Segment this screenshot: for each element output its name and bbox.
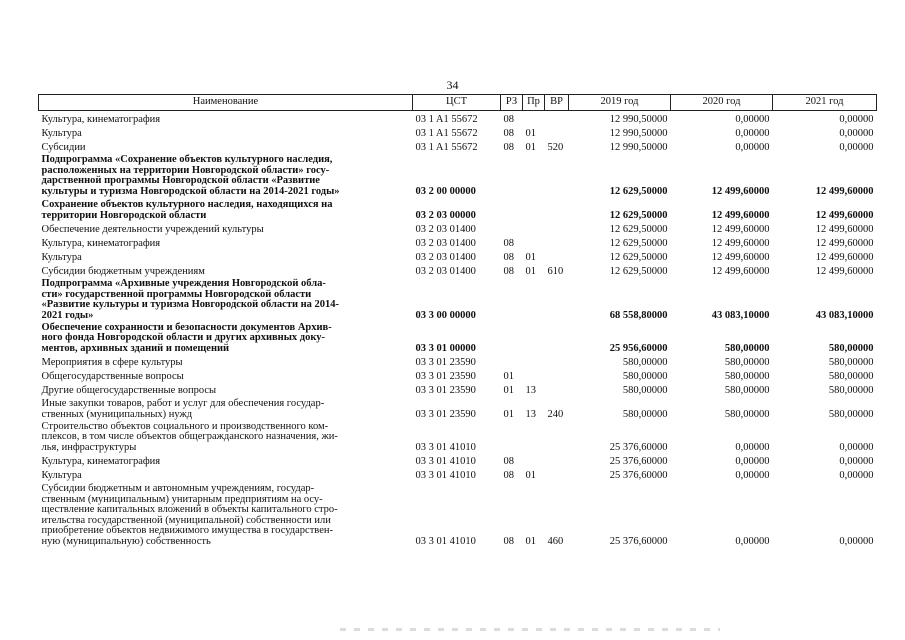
cell-name-line: культуры и туризма Новгородской области на 2014-2021 годы» [41,185,340,197]
cell-y2019: 25 376,60000 [609,441,668,453]
cell-rz: 08 [503,127,514,139]
table-row [39,153,877,197]
cell-vr [545,321,569,354]
cell-pr [523,111,545,126]
cell-y2019: 12 629,50000 [609,251,668,263]
cell-name-line: Субсидии [41,141,86,153]
cell-y2020: 580,00000 [724,356,770,368]
cell-y2020: 12 499,60000 [711,209,770,221]
table-row [39,235,877,249]
table-row [39,249,877,263]
cell-cst: 03 3 01 41010 [415,455,476,467]
cell-rz [501,197,523,221]
cell-pr: 01 [525,251,536,263]
header-name: Наименование [39,95,413,111]
cell-cst: 03 3 01 23590 [415,384,476,396]
header-2020: 2020 год [671,95,773,111]
cell-name-line: Культура [41,251,82,263]
cell-name [39,139,413,153]
header-cst: ЦСТ [413,95,501,111]
cell-vr [545,197,569,221]
table-row [39,111,877,126]
cell-rz: 01 [503,370,514,382]
cell-y2019: 12 629,50000 [609,185,668,197]
cell-y2019: 580,00000 [622,370,668,382]
cell-y2020: 12 499,60000 [711,237,770,249]
cell-y2019: 25 376,60000 [609,535,668,547]
cell-name [39,396,413,420]
cell-y2019: 12 629,50000 [609,237,668,249]
cell-name-line: приобретение объектов недвижимого имущества в государствен- [41,525,333,536]
header-2019: 2019 год [569,95,671,111]
table-row [39,354,877,368]
cell-name-line: лья, инфраструктуры [41,441,137,453]
cell-name-line: ственным (муниципальным) унитарным предприятиям на осу- [41,493,323,505]
cell-cst: 03 3 01 00000 [415,342,476,354]
cell-name [39,263,413,277]
cell-name [39,467,413,481]
cell-cst: 03 3 01 23590 [415,370,476,382]
cell-y2020: 12 499,60000 [711,185,770,197]
cell-y2020: 580,00000 [724,342,770,354]
cell-y2019: 12 629,50000 [609,265,668,277]
cell-cst: 03 2 03 01400 [415,223,476,235]
cell-y2019: 580,00000 [622,384,668,396]
cell-y2020: 580,00000 [724,408,770,420]
cell-rz [501,153,523,197]
cell-y2020: 12 499,60000 [711,223,770,235]
cell-name [39,354,413,368]
cell-y2019: 12 990,50000 [609,141,668,153]
cell-y2020: 43 083,10000 [711,309,770,321]
cell-pr [523,368,545,382]
cell-vr [545,354,569,368]
cell-name-line: Культура, кинематография [41,113,161,125]
cell-cst: 03 2 03 01400 [415,251,476,263]
cell-y2021: 12 499,60000 [815,237,874,249]
cell-y2019: 68 558,80000 [609,309,668,321]
cell-name-line: Субсидии бюджетным учреждениям [41,265,205,277]
cell-rz [501,354,523,368]
cell-y2020: 12 499,60000 [711,251,770,263]
header-pr: Пр [523,95,545,111]
cell-y2021: 0,00000 [839,535,874,547]
cell-name-line: расположенных на территории Новгородской области» госу- [41,164,330,176]
cell-cst: 03 2 03 00000 [415,209,476,221]
cell-pr: 01 [525,265,536,277]
cell-name [39,197,413,221]
cell-y2019: 12 990,50000 [609,127,668,139]
table-body [39,111,877,548]
cell-name-line: ществление капитальных вложений в объекты капитального стро- [41,504,338,515]
table-row [39,481,877,547]
cell-pr: 13 [525,384,536,396]
header-2021: 2021 год [773,95,877,111]
cell-y2021: 0,00000 [839,455,874,467]
cell-name-line: «Развитие культуры и туризма Новгородской области на 2014- [41,299,340,310]
cell-pr [523,153,545,197]
cell-cst: 03 3 01 23590 [415,356,476,368]
cell-y2021: 12 499,60000 [815,251,874,263]
cell-vr [545,382,569,396]
cell-y2019: 25 376,60000 [609,469,668,481]
cell-pr [523,235,545,249]
cell-rz [501,221,523,235]
cell-pr: 01 [525,141,536,153]
cell-rz: 08 [503,265,514,277]
cell-vr [545,277,569,321]
cell-name [39,249,413,263]
cell-pr: 13 [525,408,536,420]
cell-rz: 08 [503,251,514,263]
cell-pr [523,321,545,354]
cell-pr [523,197,545,221]
page-number: 34 [446,78,459,92]
cell-name [39,277,413,321]
table-row [39,396,877,420]
cell-rz [501,321,523,354]
cell-name [39,235,413,249]
cell-vr [545,249,569,263]
table-row [39,277,877,321]
cell-name [39,382,413,396]
cell-y2020: 0,00000 [735,441,770,453]
cell-name-line: Подпрограмма «Сохранение объектов культурного наследия, [41,154,333,165]
table-row [39,125,877,139]
cell-y2021: 12 499,60000 [815,185,874,197]
cell-y2021: 0,00000 [839,113,874,125]
cell-vr [545,420,569,453]
scan-artifact [340,628,720,631]
table-header-row [39,95,877,111]
cell-y2021: 580,00000 [828,408,874,420]
cell-name-line: Обеспечение деятельности учреждений культуры [41,223,264,235]
cell-pr [523,277,545,321]
cell-name-line: дарственной программы Новгородской области «Развитие [41,175,320,186]
cell-vr [545,453,569,467]
cell-name [39,368,413,382]
header-rz: РЗ [501,95,523,111]
table-row [39,382,877,396]
cell-name-line: Культура [41,469,82,481]
cell-y2019: 25 376,60000 [609,455,668,467]
cell-pr: 01 [525,127,536,139]
cell-vr [545,235,569,249]
table-row [39,221,877,235]
cell-cst: 03 3 01 41010 [415,469,476,481]
cell-rz: 01 [503,384,514,396]
cell-name-line: ительства государственной (муниципальной) собственности или [41,514,331,526]
cell-name-line: 2021 годы» [41,309,94,321]
cell-y2019: 580,00000 [622,356,668,368]
cell-name-line: сти» государственной программы Новгородской области [41,288,312,300]
cell-rz: 08 [503,535,514,547]
cell-vr [545,368,569,382]
cell-name [39,125,413,139]
cell-name-line: Культура [41,127,82,139]
cell-y2021: 0,00000 [839,441,874,453]
cell-cst: 03 3 01 41010 [415,535,476,547]
cell-y2019: 25 956,60000 [609,342,668,354]
cell-vr: 610 [547,265,564,277]
cell-name [39,321,413,354]
cell-name-line: территории Новгородской области [41,209,207,221]
table-row [39,467,877,481]
cell-y2020: 12 499,60000 [711,265,770,277]
cell-y2021: 12 499,60000 [815,265,874,277]
cell-name-line: ную (муниципальную) собственность [41,535,211,547]
cell-name-line: Иные закупки товаров, работ и услуг для обеспечения государ- [41,398,325,409]
cell-rz: 08 [503,113,514,125]
cell-name-line: плексов, в том числе объектов общегражданского назначения, жи- [41,431,338,442]
cell-pr [523,453,545,467]
cell-y2021: 43 083,10000 [815,309,874,321]
cell-y2020: 580,00000 [724,370,770,382]
table-row [39,321,877,354]
cell-y2021: 12 499,60000 [815,209,874,221]
cell-name-line: Строительство объектов социального и производственного ком- [41,420,329,432]
table-row [39,197,877,221]
cell-name-line: ственных (муниципальных) нужд [41,408,193,420]
cell-y2020: 0,00000 [735,113,770,125]
table-row [39,139,877,153]
cell-name-line: Другие общегосударственные вопросы [41,384,217,396]
cell-pr: 01 [525,535,536,547]
cell-y2019: 12 629,50000 [609,223,668,235]
table-row [39,263,877,277]
cell-vr [545,467,569,481]
cell-name [39,481,413,547]
cell-vr [545,221,569,235]
cell-pr: 01 [525,469,536,481]
cell-y2020: 0,00000 [735,455,770,467]
cell-name [39,221,413,235]
cell-name-line: Культура, кинематография [41,237,161,249]
cell-name-line: Обеспечение сохранности и безопасности документов Архив- [41,321,332,333]
cell-y2019: 580,00000 [622,408,668,420]
cell-vr: 520 [547,141,564,153]
cell-vr: 240 [547,408,564,420]
cell-y2021: 12 499,60000 [815,223,874,235]
cell-y2021: 0,00000 [839,141,874,153]
cell-cst: 03 1 A1 55672 [415,113,478,125]
cell-name-line: Подпрограмма «Архивные учреждения Новгородской обла- [41,278,326,289]
cell-name-line: Культура, кинематография [41,455,161,467]
cell-y2020: 0,00000 [735,469,770,481]
cell-y2021: 580,00000 [828,384,874,396]
cell-vr [545,153,569,197]
cell-name [39,453,413,467]
cell-name-line: Субсидии бюджетным и автономным учреждениям, государ- [41,483,315,494]
cell-cst: 03 2 03 01400 [415,237,476,249]
cell-vr [545,125,569,139]
table-row [39,420,877,453]
cell-y2021: 580,00000 [828,370,874,382]
cell-cst: 03 1 A1 55672 [415,127,478,139]
cell-y2021: 580,00000 [828,356,874,368]
cell-name-line: Сохранение объектов культурного наследия, находящихся на [41,199,333,210]
cell-rz: 08 [503,455,514,467]
cell-cst: 03 3 00 00000 [415,309,476,321]
cell-y2021: 0,00000 [839,469,874,481]
cell-name [39,420,413,453]
cell-rz [501,277,523,321]
cell-y2021: 0,00000 [839,127,874,139]
table-row [39,453,877,467]
cell-y2020: 0,00000 [735,535,770,547]
cell-vr: 460 [547,535,564,547]
cell-cst: 03 1 A1 55672 [415,141,478,153]
cell-pr [523,420,545,453]
cell-y2020: 0,00000 [735,141,770,153]
cell-y2019: 12 990,50000 [609,113,668,125]
cell-y2020: 580,00000 [724,384,770,396]
cell-y2020: 0,00000 [735,127,770,139]
cell-name-line: ментов, архивных зданий и помещений [41,342,230,354]
cell-cst: 03 2 03 01400 [415,265,476,277]
cell-pr [523,354,545,368]
cell-cst: 03 3 01 23590 [415,408,476,420]
cell-rz: 01 [503,408,514,420]
cell-y2019: 12 629,50000 [609,209,668,221]
cell-cst: 03 2 00 00000 [415,185,476,197]
cell-name-line: Общегосударственные вопросы [41,370,184,382]
cell-pr [523,221,545,235]
cell-vr [545,111,569,126]
cell-name [39,111,413,126]
table-row [39,368,877,382]
cell-rz [501,420,523,453]
cell-rz: 08 [503,141,514,153]
cell-y2021: 580,00000 [828,342,874,354]
cell-cst: 03 3 01 41010 [415,441,476,453]
cell-name-line: ного фонда Новгородской области и других архивных доку- [41,332,326,343]
cell-name [39,153,413,197]
cell-rz: 08 [503,469,514,481]
cell-name-line: Мероприятия в сфере культуры [41,356,183,368]
cell-rz: 08 [503,237,514,249]
budget-table [38,94,877,547]
header-vr: ВР [545,95,569,111]
